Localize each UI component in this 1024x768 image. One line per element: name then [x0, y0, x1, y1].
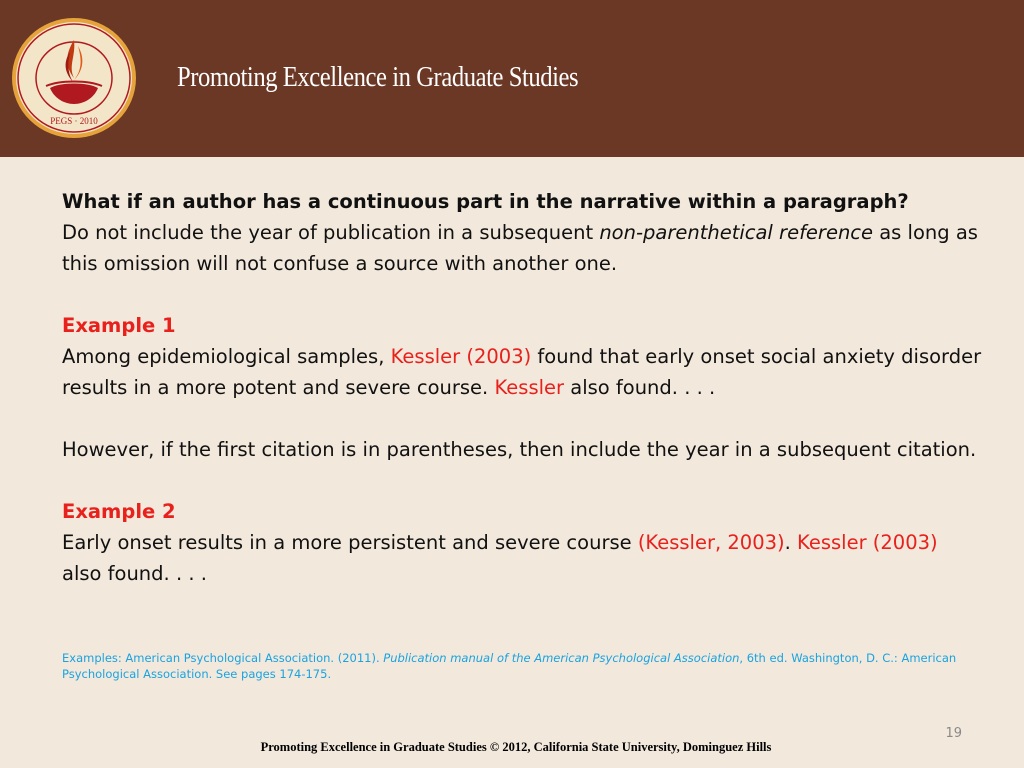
reference-text-end: , 6th ed. Washington, D. C.: American Psychological Association. See pages 174-175. — [62, 651, 957, 681]
reference-text: Examples: American Psychological Association. (2011). — [62, 651, 384, 665]
example-2-label: Example 2 — [62, 500, 176, 523]
slide-content — [62, 186, 982, 589]
example-1-text-part: also found. . . . — [564, 376, 716, 399]
header-banner — [0, 0, 1024, 157]
example-2-text — [62, 527, 982, 589]
question-heading: What if an author has a continuous part in the narrative within a paragraph? — [62, 190, 909, 213]
intro-emphasis: non-parenthetical reference — [599, 221, 874, 244]
banner-title: Promoting Excellence in Graduate Studies — [177, 62, 579, 93]
intro-text-end: as long as this omission will not confuse a source with another one. — [62, 221, 978, 275]
reference-note — [62, 650, 972, 682]
citation-highlight: Kessler — [494, 376, 565, 399]
svg-text:PEGS · 2010: PEGS · 2010 — [50, 116, 98, 126]
example-1-text-part: found that early onset social anxiety disorder results in a more potent and severe course. — [62, 345, 982, 399]
intro-paragraph — [62, 217, 982, 279]
reference-title: Publication manual of the American Psychological Association — [383, 651, 740, 665]
citation-highlight: (Kessler, 2003) — [637, 531, 785, 554]
however-paragraph: However, if the first citation is in parentheses, then include the year in a subsequent citation. — [62, 438, 977, 461]
page-number: 19 — [945, 726, 962, 741]
intro-text: Do not include the year of publication in a subsequent — [62, 221, 600, 244]
example-1-text — [62, 341, 982, 403]
example-1-text-part: Among epidemiological samples, — [62, 345, 391, 368]
example-2-text-part: Early onset results in a more persistent and severe course — [62, 531, 638, 554]
citation-highlight: Kessler (2003) — [390, 345, 532, 368]
footer-text: Promoting Excellence in Graduate Studies © 2012, California State University, Dominguez Hills — [260, 740, 772, 754]
example-1-label: Example 1 — [62, 314, 176, 337]
citation-highlight: Kessler (2003) — [797, 531, 938, 554]
example-2-text-part: also found. . . . — [62, 562, 207, 585]
pegs-seal-logo — [10, 16, 138, 140]
example-2-text-part: . — [784, 531, 798, 554]
